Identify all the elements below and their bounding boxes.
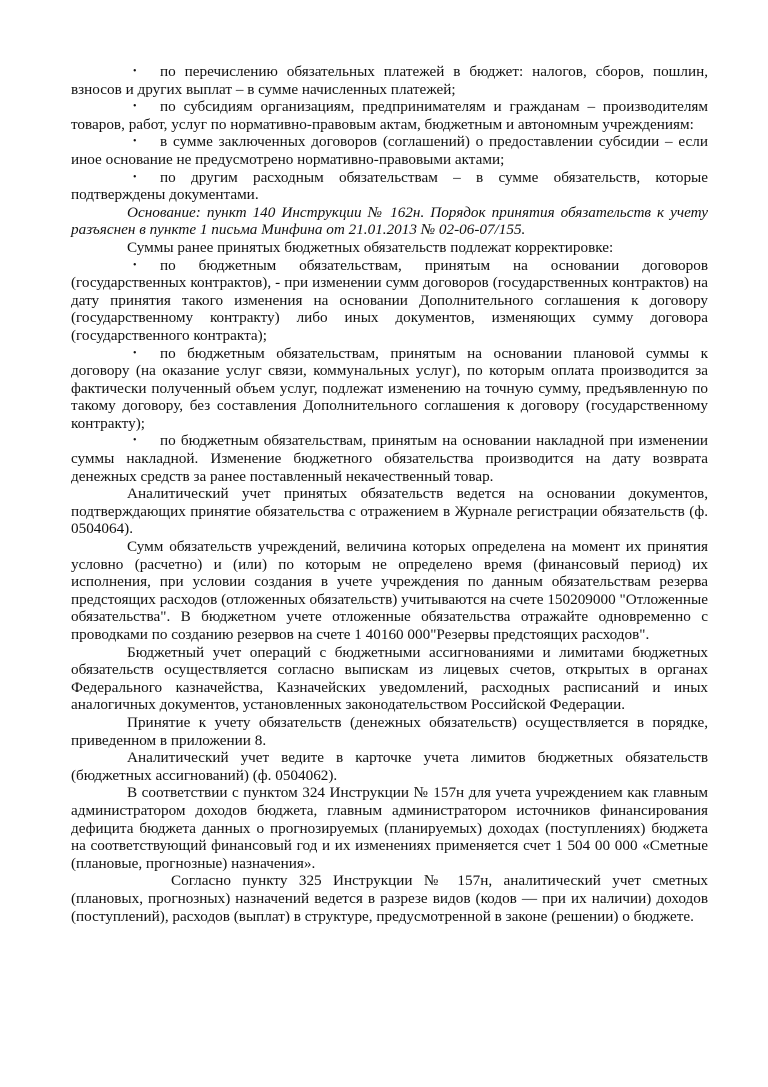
bullet-icon: • — [133, 171, 137, 183]
paragraph: Аналитический учет принятых обязательств ведется на основании документов, подтверждающих принятие обязательства с отражением в Журнале регистрации обязательств (ф. 0504064). — [71, 485, 708, 538]
paragraph: Аналитический учет ведите в карточке учета лимитов бюджетных обязательств (бюджетных ассигнований) (ф. 0504062). — [71, 749, 708, 784]
bullet-icon: • — [133, 101, 137, 113]
bullet-icon: • — [133, 66, 137, 77]
bullet-paragraph — [71, 345, 708, 433]
paragraph-text: по субсидиям организациям, предпринимателям и гражданам – производителям товаров, работ, услуг по нормативно-правовым актам, бюджетным и автономным учреждениям: — [71, 98, 708, 133]
bullet-paragraph — [71, 257, 708, 345]
paragraph-text: по перечислению обязательных платежей в бюджет: налогов, сборов, пошлин, взносов и других выплат – в сумме начисленных платежей; — [71, 63, 708, 98]
paragraph: Согласно пункту 325 Инструкции № 157н, аналитический учет сметных (плановых, прогнозных) назначений ведется в разрезе видов (кодов — при их наличии) доходов (поступлений), расходов (выплат) в структуре, предусмотренной в законе (решении) о бюджете. — [71, 872, 708, 925]
paragraph: Бюджетный учет операций с бюджетными ассигнованиями и лимитами бюджетных обязательств осуществляется согласно выпискам из лицевых счетов, открытых в органах Федерального казначейства, Казначейских уведомлений, расходных расписаний и иных аналогичных документов, установленных законодательством Российской Федерации. — [71, 643, 708, 714]
bullet-icon: • — [133, 347, 137, 359]
bullet-paragraph — [71, 133, 708, 168]
bullet-paragraph — [71, 432, 708, 485]
bullet-paragraph — [71, 63, 708, 98]
paragraph-text: по бюджетным обязательствам, принятым на основании договоров (государственных контрактов), - при изменении сумм договоров (государственных контрактов) на дату принятия такого изменения на основании Дополнительного соглашения к договору (государственному контракту) либо иных документов, изменяющих сумму договора (государственного контракта); — [71, 256, 708, 344]
paragraph-text: по бюджетным обязательствам, принятым на основании плановой суммы к договору (на оказание услуг связи, коммунальных услуг), по которым оплата производится за фактически полученный объем услуг, подлежат изменению на точную сумму, предъявленную по такому договору, без составления Дополнительного соглашения к договору (государственному контракту); — [71, 344, 708, 432]
paragraph: Сумм обязательств учреждений, величина которых определена на момент их принятия условно (расчетно) и (или) по которым не определено время (финансовый период) их исполнения, при условии создания в учете учреждения по данным обязательствам резерва предстоящих расходов (отложенных обязательств) учитываются на счете 150209000 "Отложенные обязательства". В бюджетном учете отложенные обязательства отражайте одновременно с проводками по созданию резервов на счете 1 40160 000"Резервы предстоящих расходов". — [71, 538, 708, 643]
paragraph: Принятие к учету обязательств (денежных обязательств) осуществляется в порядке, приведенном в приложении 8. — [71, 713, 708, 749]
basis-note: Основание: пункт 140 Инструкции № 162н. Порядок принятия обязательств к учету разъяснен в пункте 1 письма Минфина от 21.01.2013 № 02-06-07/155. — [71, 203, 708, 239]
paragraph: В соответствии с пунктом 324 Инструкции № 157н для учета учреждением как главным администратором доходов бюджета, главным администратором источников финансирования дефицита бюджета данных о прогнозируемых (планируемых) доходах (поступлениях) бюджета на соответствующий финансовый год и их изменениях применяется счет 1 504 00 000 «Сметные (плановые, прогнозные) назначения». — [71, 784, 708, 872]
bullet-icon: • — [133, 136, 137, 148]
paragraph-text: в сумме заключенных договоров (соглашений) о предоставлении субсидии – если иное основание не предусмотрено нормативно-правовыми актами; — [71, 133, 708, 168]
bullet-paragraph — [71, 169, 708, 204]
paragraph-text: по бюджетным обязательствам, принятым на основании накладной при изменении суммы накладной. Изменение бюджетного обязательства производится на дату возврата денежных средств за ранее поставленный некачественный товар. — [71, 432, 708, 485]
paragraph-text: по другим расходным обязательствам – в сумме обязательств, которые подтверждены документами. — [71, 168, 708, 204]
bullet-icon: • — [133, 259, 137, 271]
paragraph: Суммы ранее принятых бюджетных обязательств подлежат корректировке: — [127, 238, 614, 256]
bullet-icon: • — [133, 435, 137, 447]
bullet-paragraph — [71, 98, 708, 133]
